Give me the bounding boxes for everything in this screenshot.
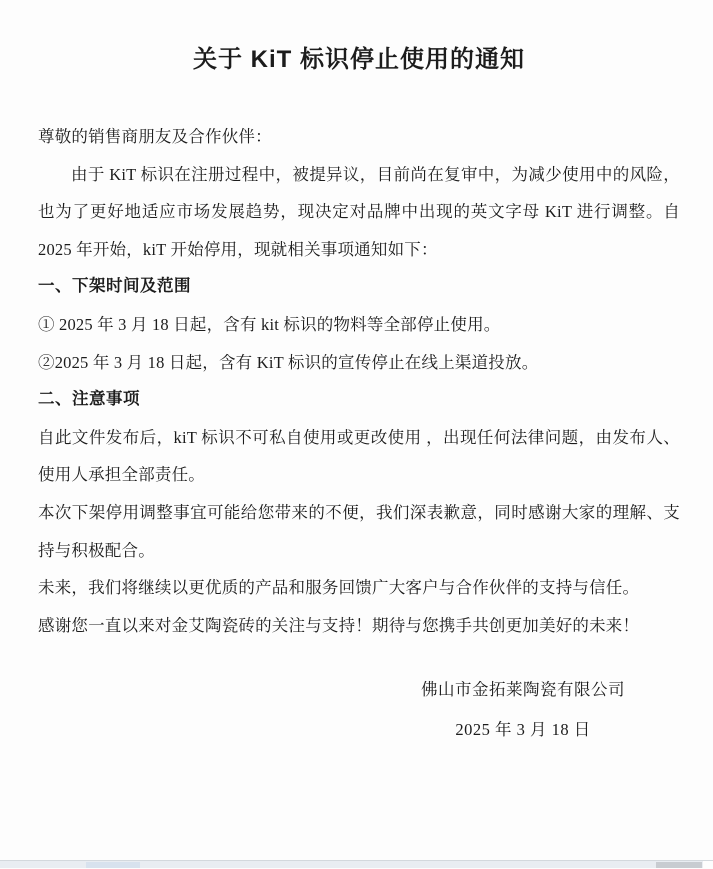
bottom-scrollbar-track[interactable] [0,860,713,868]
notice-title: 关于 KiT 标识停止使用的通知 [193,46,525,73]
signature-company: 佛山市金拓莱陶瓷有限公司 [421,680,625,700]
signature-block [38,670,680,750]
scrollbar-thumb-gray[interactable] [656,862,702,868]
section-scope-heading: 一、下架时间及范围 [38,277,191,296]
signature-inner [421,670,625,750]
intro-paragraph: 由于 KiT 标识在注册过程中，被提异议，目前尚在复审中，为减少使用中的风险，也为了更好地适应市场发展趋势，现决定对品牌中出现的英文字母 KiT 进行调整。自 2025 年开始，kiT 开始停用，现就相关事项通知如下： [38,164,680,259]
notes-paragraph-1: 自此文件发布后，kiT 标识不可私自使用或更改使用 ，出现任何法律问题，由发布人、使用人承担全部责任。 [38,427,680,485]
notes-paragraph-3: 未来，我们将继续以更优质的产品和服务回馈广大客户与合作伙伴的支持与信任。 [38,578,640,598]
notes-paragraph-2: 本次下架停用调整事宜可能给您带来的不便，我们深表歉意，同时感谢大家的理解、支持与积极配合。 [38,502,680,560]
signature-date: 2025 年 3 月 18 日 [455,720,591,740]
scope-item-1: ① 2025 年 3 月 18 日起，含有 kit 标识的物料等全部停止使用。 [38,314,501,334]
notes-paragraph-4: 感谢您一直以来对金艾陶瓷砖的关注与支持！期待与您携手共创更加美好的未来！ [38,615,640,635]
scope-item-2: ②2025 年 3 月 18 日起，含有 KiT 标识的宣传停止在线上渠道投放。 [38,352,539,372]
scrollbar-thumb-blue[interactable] [86,862,140,868]
salutation: 尊敬的销售商朋友及合作伙伴： [38,127,272,146]
section-notes-heading: 二、注意事项 [38,390,140,409]
